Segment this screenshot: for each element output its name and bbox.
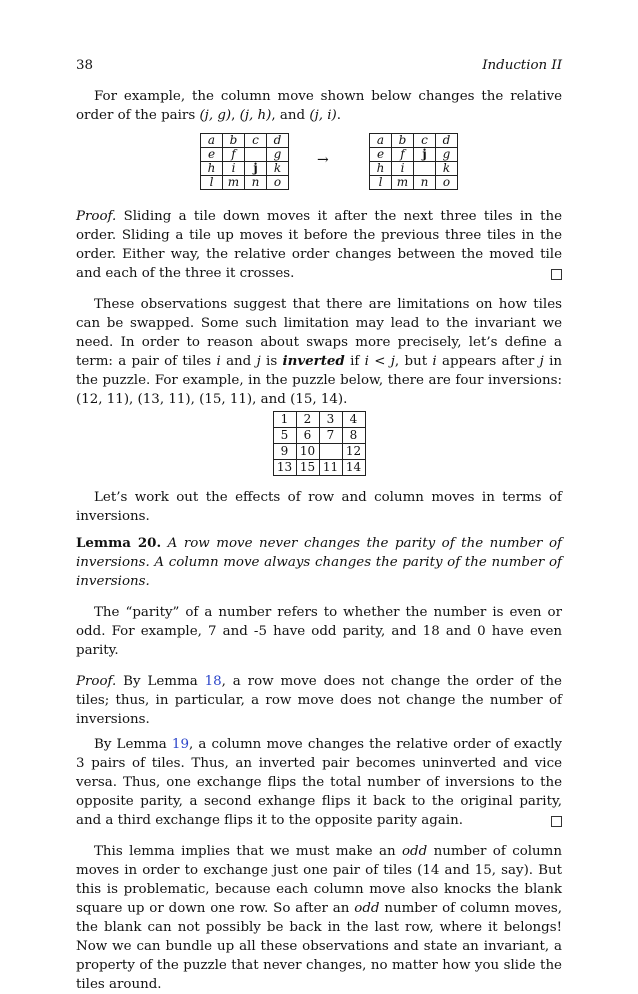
grid-before: a b c d e f g h i j k l m n o [200,133,289,190]
qed-box-icon [551,816,562,827]
parity-paragraph: The “parity” of a number refers to whether the number is even or odd. For example, 7 and -5 have odd parity, and 18 and 0 have even parity. [76,605,562,658]
lemma-18-link[interactable]: 18 [204,674,222,689]
page-header [76,56,562,75]
final-paragraph: This lemma implies that we must make an odd number of column moves in order to exchange just one pair of tiles (14 and 15, say). But this is problematic, because each column move also knocks the blank square up or down one row. So after an odd number of column moves, the blank can not possibly be back in the last row, where it belongs! Now we can bundle up all these observations and state an invariant, a property of the puzzle that never changes, no matter how you slide the tiles around. [76,844,563,992]
qed-box-icon [551,269,562,280]
page-number: 38 [76,58,94,73]
proof-lemma-20-continued: By Lemma 19, a column move changes the relative order of exactly 3 pairs of tiles. Thus, an inverted pair becomes uninverted and vice versa. Thus, one exchange flips the total number of inversions to the opposite parity, a second exhange flips it back to the original parity, and a third exchange flips it to the opposite parity again. [76,737,562,828]
page [76,56,562,994]
grid-after: a b c d e f j g h i k l m n o [369,133,458,190]
term-inverted: inverted [282,353,345,369]
arrow-right-icon: → [317,152,329,168]
running-title: Induction II [482,58,562,73]
work-out-paragraph: Let’s work out the effects of row and column moves in terms of inversions. [76,490,562,524]
proof-column-move: Proof. Sliding a tile down moves it after the next three tiles in the order. Sliding a tile up moves it before the previous three tiles in the order. Either way, the relative order changes between the moved tile and each of the three it crosses. [76,209,562,281]
lemma-20: Lemma 20. A row move never changes the parity of the number of inversions. A column move always changes the parity of the number of inversions. [76,535,562,589]
proof-lemma-20: Proof. By Lemma 18, a row move does not change the order of the tiles; thus, in particular, a row move does not change the number of inversions. [76,674,562,727]
puzzle-grid: 1 2 3 4 5 6 7 8 9 10 12 13 15 11 14 [273,411,366,476]
intro-paragraph: For example, the column move shown below changes the relative order of the pairs (j, g), (j, h), and (j, i). [76,89,562,123]
lemma-19-link[interactable]: 19 [171,737,189,752]
column-move-figure [76,133,562,193]
observations-paragraph: These observations suggest that there are limitations on how tiles can be swapped. Some such limitation may lead to the invariant we need. In order to reason about swaps more precisely, let’s define a term: a pair of tiles i and j is inverted if i < j, but i appears after j in the puzzle. For example, in the puzzle below, there are four inversions: (12, 11), (13, 11), (15, 11), and (15, 14). [76,297,562,407]
